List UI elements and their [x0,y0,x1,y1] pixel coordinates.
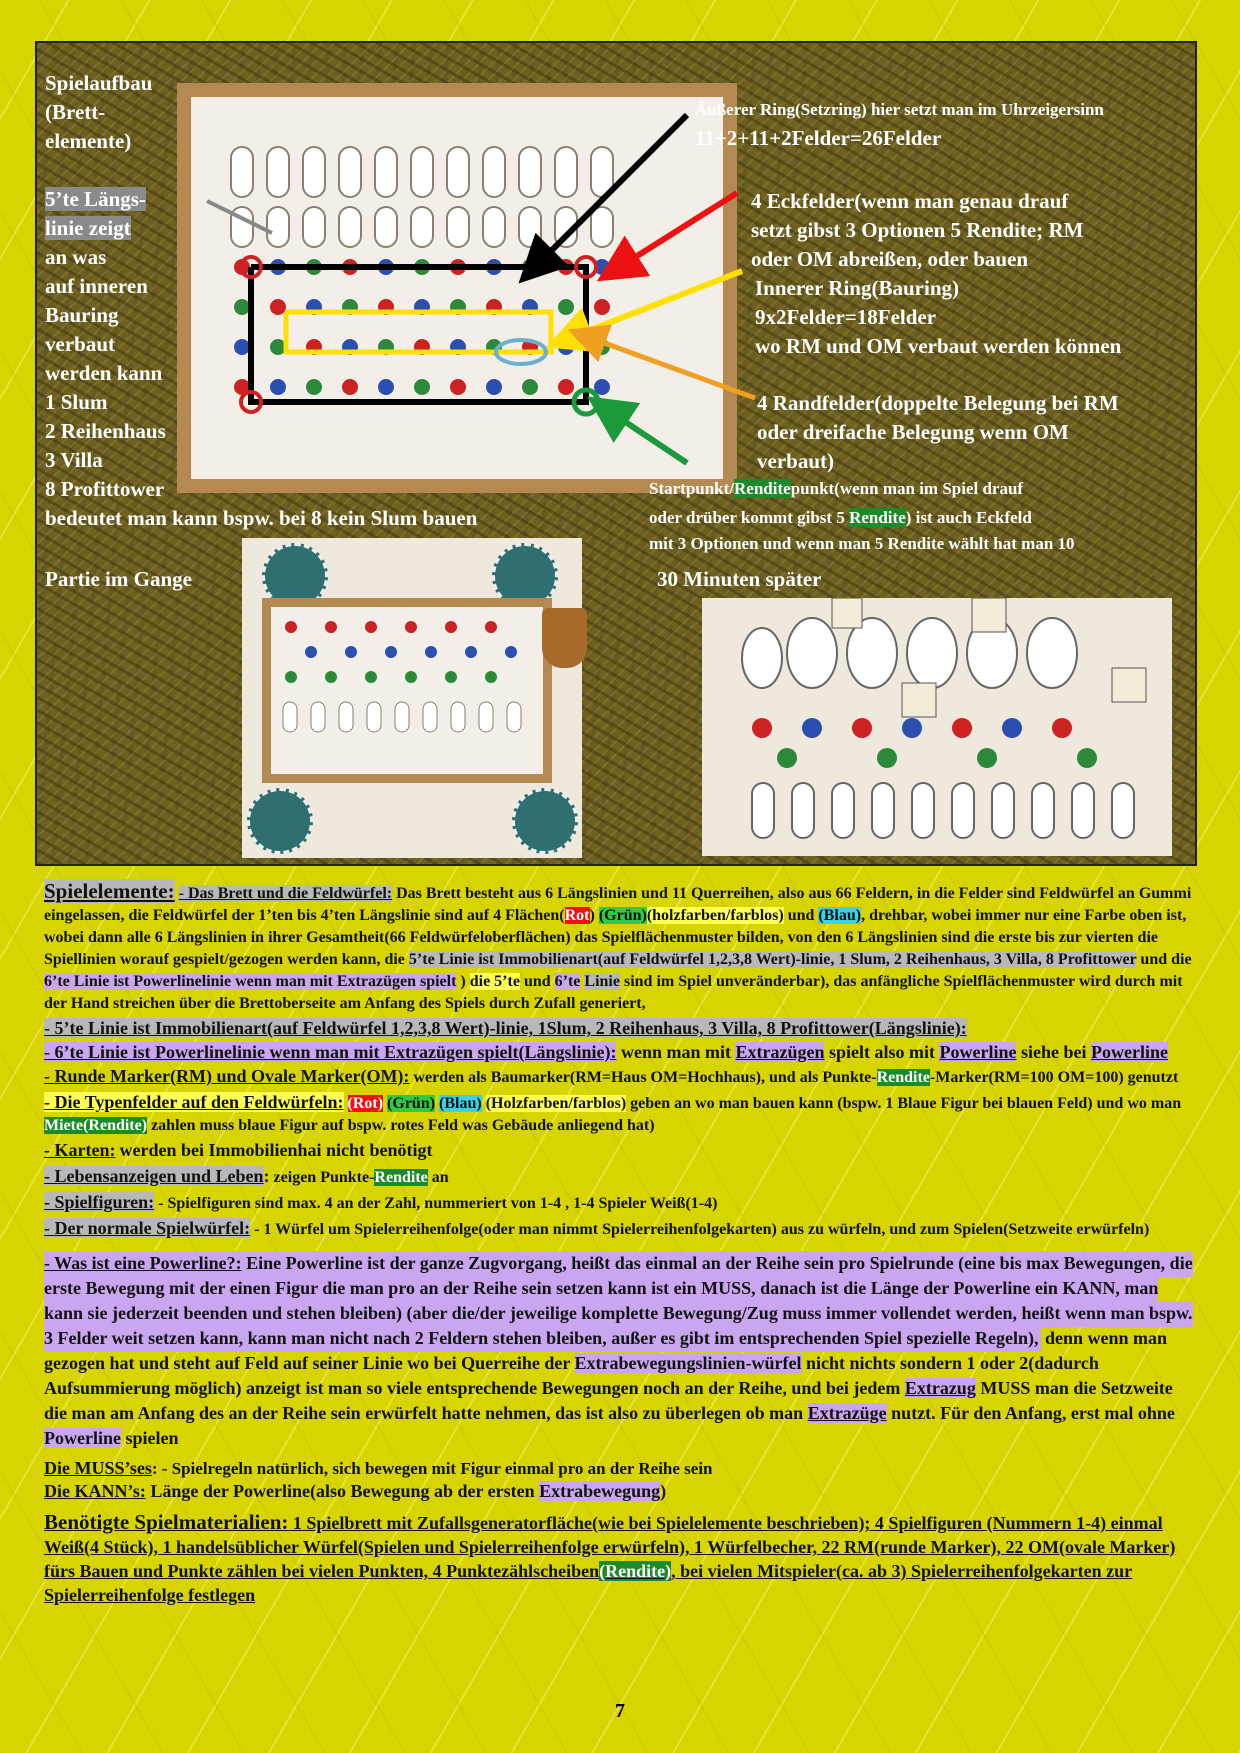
label-eckfelder: 4 Eckfelder(wenn man genau drauf setzt gibst 3 Optionen 5 Rendite; RM oder OM abreißen, oder bauen [751,189,1084,271]
page-number: 7 [615,1700,625,1722]
board-photo-collage [35,41,1197,866]
side-note-5te-laengslinie: 5’te Längs- linie zeigt an was auf inneren Bauring verbaut werden kann 1 Slum 2 Reihenhaus 3 Villa 8 Profittower bedeutet man kann bspw. bei 8 kein Slum bauen [45,187,478,530]
title-spielaufbau: Spielaufbau (Brett- elemente) [45,71,153,153]
label-inner-ring: Innerer Ring(Bauring) 9x2Felder=18Felder wo RM und OM verbaut werden können [755,276,1122,358]
spielelemente-body: Spielelemente: - Das Brett und die Feldwürfel: Das Brett besteht aus 6 Längslinien und 11 Querreihen, also aus 66 Feldern, in die Felder sind Feldwürfel an Gummi eingelassen, die Feldwürfel der 1’ten bis 4’ten Längslinie sind auf 4 Flächen(Rot) (Grün)(holzfarben/farblos) und (Blau), drehbar, wobei immer nur eine Farbe oben ist, wobei dann alle 6 Längslinien in ihrer Gesamtheit(66 Feldwürfeloberflächen) das Spielflächenmuster bilden, von den 6 Längslinien sind die erste bis zur vierten die Spiellinien worauf gespielt/gezogen werden kann, die 5’te Linie ist Immobilienart(auf Feldwürfel 1,2,3,8 Wert)-linie, 1 Slum, 2 Reihenhaus, 3 Villa, 8 Profittower und die 6’te Linie ist Powerlinelinie wenn man mit Extrazügen spielt ) die 5’te und 6’te Linie sind im Spiel unveränderbar), das anfängliche Spielflächenmuster wird durch mit der Hand streichen über die Brettoberseite am Anfang des Spiels durch Zufall generiert, - 5’te Linie ist Immobilienart(auf Feldwürfel 1,2,3,8 Wert)-linie, 1Slum, 2 Reihenhaus, 3 Villa, 8 Profittower(Längslinie): - 6’te Linie ist Powerlinelinie wenn man mit Extrazügen spielt(Längslinie): wenn man mit Extrazügen spielt also mit Powerline siehe bei Powerline - Runde Marker(RM) und Ovale Marker(OM): werden als Baumarker(RM=Haus OM=Hochhaus), und als Punkte-Rendite-Marker(RM=100 OM=100) genutzt - Die Typenfelder auf den Feldwürfeln: (Rot) (Grün) (Blau) (Holzfarben/farblos) geben an wo man bauen kann (bspw. 1 Blaue Figur bei blauen Feld) und wo man Miete(Rendite) zahlen muss blaue Figur auf bspw. rotes Feld was Gebäude anliegend hat) - Karten: werden bei Immobilienhai nicht benötigt - Lebensanzeigen und Leben: zeigen Punkte-Rendite an - Spielfiguren: - Spielfiguren sind max. 4 an der Zahl, nummeriert von 1-4 , 1-4 Spieler Weiß(1-4) - Der normale Spielwürfel: - 1 Würfel um Spielerreihenfolge(oder man nimmt Spielerreihenfolgekarten) aus zu würfeln, und zum Spielen(Setzweite erwürfeln) - Was ist eine Powerline?: Eine Powerline ist der ganze Zugvorgang, heißt das einmal an der Reihe sein pro Spielrunde (eine bis max Bewegungen, die erste Bewegung mit der einen Figur die man pro an der Reihe sein setzen kann ist ein MUSS, danach ist die Länge der Powerline ein KANN, man kann sie jederzeit beenden und stehen bleiben) (aber die/der jeweilige komplette Bewegung/Zug muss immer vollendet werden, heißt wenn man bspw. 3 Felder weit setzen kann, kann man nicht nach 2 Feldern stehen bleiben, außer es gibt im entsprechenden Spiel spezielle Regeln), denn wenn man gezogen hat und steht auf Feld auf seiner Linie wo bei Querreihe der Extrabewegungslinien-würfel nicht nichts sondern 1 oder 2(dadurch Aufsummierung möglich) anzeigt ist man so viele entsprechende Bewegungen noch an der Reihe, und bei jedem Extrazug MUSS man die Setzweite die man am Anfang des an der Reihe sein erwürfelt hatte nehmen, das ist also zu überlegen ob man Extrazüge nutzt. Für den Anfang, erst mal ohne Powerline spielen Die MUSS’ses: - Spielregeln natürlich, sich bewegen mit Figur einmal pro an der Reihe sein Die KANN’s: Länge der Powerline(also Bewegung ab der ersten Extrabewegung) Benötigte Spielmaterialien: 1 Spielbrett mit Zufallsgeneratorfläche(wie bei Spielelemente beschrieben); 4 Spielfiguren (Nummern 1-4) einmal Weiß(4 Stück), 1 handelsüblicher Würfel(Spielen und Spielerreihenfolge erwürfeln), 1 Würfelbecher, 22 RM(runde Marker), 22 OM(ovale Marker) fürs Bauen und Punkte zählen bei vielen Punkten, 4 Punktezählscheiben(Rendite), bei vielen Mitspieler(ca. ab 3) Spielerreihenfolgekarten zur Spielerreihenfolge festlegen [44,879,1193,1605]
label-outer-ring: Äußerer Ring(Setzring) hier setzt man im Uhrzeigersinn 11+2+11+2Felder=26Felder [695,100,1104,150]
thirty-minutes-later-photo [702,598,1172,856]
label-randfelder: 4 Randfelder(doppelte Belegung bei RM oder dreifache Belegung wenn OM verbaut) [757,391,1119,473]
game-in-progress-photo [242,538,582,858]
caption-partie-im-gange: Partie im Gange [45,567,192,591]
caption-30-minuten-spaeter: 30 Minuten später [657,567,822,591]
label-startpunkt: Startpunkt/Renditepunkt(wenn man im Spiel drauf oder drüber kommt gibst 5 Rendite) ist auch Eckfeld [649,479,1032,527]
label-startpunkt-line3: mit 3 Optionen und wenn man 5 Rendite wählt hat man 10 [649,534,1075,553]
